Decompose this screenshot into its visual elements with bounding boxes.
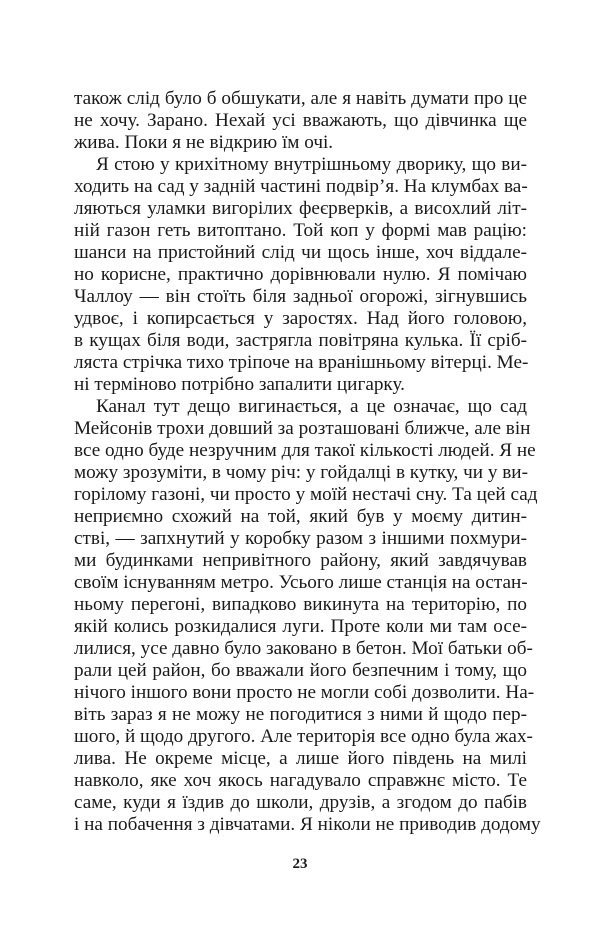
text-line: не хочу. Зарано. Нехай усі вважають, що дівчинка ще bbox=[74, 110, 527, 131]
text-line: ляються уламки вигорілих феєрверків, а висохлий літ- bbox=[74, 198, 527, 219]
page-number: 23 bbox=[292, 856, 308, 872]
text-line: ні терміново потрібно запалити цигарку. bbox=[74, 374, 405, 395]
text-line: Мейсонів трохи довший за розташовані ближче, але він bbox=[74, 418, 531, 439]
text-line: Чаллоу — він стоїть біля задньої огорожі, зігнувшись bbox=[74, 286, 527, 307]
text-line: нічого іншого вони просто не могли собі дозволити. На- bbox=[74, 682, 535, 703]
text-line: Я стою у крихітному внутрішньому дворику, що ви- bbox=[96, 154, 527, 175]
text-line: горілому газоні, чи просто у моїй нестачі сну. Та цей сад bbox=[74, 484, 538, 505]
body-text bbox=[74, 88, 541, 836]
text-line: і на побачення з дівчатами. Я ніколи не приводив додому bbox=[74, 814, 541, 835]
text-line: шанси на пристойний слід чи щось інше, хоч віддале- bbox=[74, 242, 527, 263]
paragraph bbox=[74, 154, 527, 396]
text-line: лилися, усе давно було заковано в бетон. Мої батьки об- bbox=[74, 638, 533, 659]
text-line: саме, куди я їздив до школи, друзів, а згодом до пабів bbox=[74, 792, 527, 813]
text-line: в кущах біля води, застрягла повітряна кулька. Її сріб- bbox=[74, 330, 527, 351]
text-line: можу зрозуміти, в чому річ: у гойдалці в кутку, чи у ви- bbox=[74, 462, 528, 483]
text-line: Канал тут дещо вигинається, а це означає, що сад bbox=[96, 396, 527, 417]
text-line: стві, — запхнутий у коробку разом з іншими похмури- bbox=[74, 528, 527, 549]
text-line: неприємно схожий на той, який був у моєму дитин- bbox=[74, 506, 527, 527]
text-line: шого, й щодо другого. Але територія все одно була жах- bbox=[74, 726, 533, 747]
text-line: ляста стрічка тихо тріпоче на вранішньому вітерці. Ме- bbox=[74, 352, 529, 373]
text-line: рали цей район, бо вважали його безпечним і тому, що bbox=[74, 660, 527, 681]
text-line: своїм існуванням метро. Усього лише станція на остан- bbox=[74, 572, 528, 593]
text-line: все одно буде незручним для такої кількості людей. Я не bbox=[74, 440, 536, 461]
text-line: також слід було б обшукати, але я навіть думати про це bbox=[74, 88, 527, 109]
text-line: ньому перегоні, випадково викинута на територію, по bbox=[74, 594, 527, 615]
text-line: ми будинками непривітного району, який завдячував bbox=[74, 550, 527, 571]
text-line: жива. Поки я не відкрию їм очі. bbox=[74, 132, 334, 153]
text-line: но корисне, практично дорівнювали нулю. Я помічаю bbox=[74, 264, 527, 285]
paragraph bbox=[74, 88, 527, 154]
text-line: навколо, яке хоч якось нагадувало справжнє місто. Те bbox=[74, 770, 527, 791]
text-line: ній газон геть витоптано. Той коп у формі мав рацію: bbox=[74, 220, 527, 241]
paragraph bbox=[74, 396, 541, 836]
text-line: віть зараз я не можу не погодитися з ними й щодо пер- bbox=[74, 704, 527, 725]
text-line: удвоє, і копирсається у заростях. Над його головою, bbox=[74, 308, 527, 329]
text-line: ходить на сад у задній частині подвір’я. На клумбах ва- bbox=[74, 176, 528, 197]
text-line: лива. Не окреме місце, а лише його південь на милі bbox=[74, 748, 527, 769]
text-line: якій колись розкидалися луги. Проте коли ми там осе- bbox=[74, 616, 527, 637]
